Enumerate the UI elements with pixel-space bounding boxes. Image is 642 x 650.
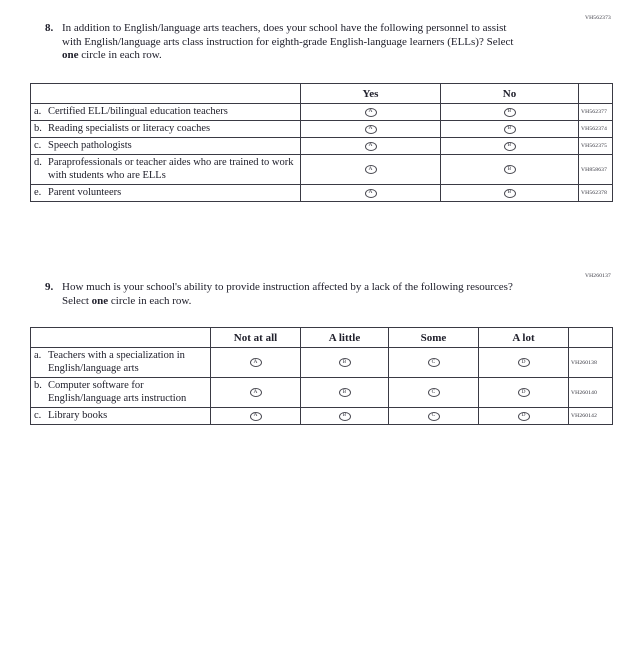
answer-circle-no[interactable] bbox=[504, 189, 516, 198]
answer-circle-yes[interactable] bbox=[365, 108, 377, 117]
row-label: Certified ELL/bilingual education teachers bbox=[48, 106, 228, 117]
circle-letter: D bbox=[521, 388, 526, 395]
row-label: Speech pathologists bbox=[48, 140, 132, 151]
circle-letter: B bbox=[507, 189, 512, 196]
answer-circle-a-lot[interactable] bbox=[518, 412, 530, 421]
q8-stub-header bbox=[31, 84, 301, 104]
circle-letter: B bbox=[507, 142, 512, 149]
variable-code: VH562378 bbox=[579, 185, 613, 202]
answer-circle-no[interactable] bbox=[504, 108, 516, 117]
question-8-text bbox=[62, 22, 525, 63]
circle-letter: A bbox=[368, 165, 373, 172]
circle-letter: A bbox=[253, 358, 258, 365]
q8-header-row bbox=[31, 84, 613, 104]
question-8-text-part1: In addition to English/language arts teachers, does your school have the following personnel to assist with English/language arts class instruction for eighth-grade English-language learners (ELLs)? Select bbox=[62, 22, 514, 48]
q9-column-header-a-little: A little bbox=[301, 328, 389, 348]
circle-letter: C bbox=[431, 388, 436, 395]
q9-stub-header bbox=[31, 328, 211, 348]
answer-circle-a-little[interactable] bbox=[339, 412, 351, 421]
question-9-number: 9. bbox=[45, 281, 54, 293]
circle-letter: B bbox=[507, 165, 512, 172]
row-label: Teachers with a specialization in English/language arts bbox=[48, 350, 185, 374]
row-label: Parent volunteers bbox=[48, 187, 122, 198]
table-row bbox=[31, 348, 613, 378]
answer-circle-a-little[interactable] bbox=[339, 358, 351, 367]
table-row bbox=[31, 138, 613, 155]
variable-code: VH562375 bbox=[579, 138, 613, 155]
table-row bbox=[31, 121, 613, 138]
question-9 bbox=[45, 281, 525, 308]
q9-code-header bbox=[569, 328, 613, 348]
answer-circle-not-at-all[interactable] bbox=[250, 358, 262, 367]
circle-letter: D bbox=[521, 412, 526, 419]
circle-letter: B bbox=[342, 358, 347, 365]
table-row bbox=[31, 185, 613, 202]
variable-code: VH562377 bbox=[579, 104, 613, 121]
circle-letter: A bbox=[368, 108, 373, 115]
answer-circle-some[interactable] bbox=[428, 358, 440, 367]
question-8-number: 8. bbox=[45, 22, 54, 34]
row-letter: c. bbox=[34, 140, 42, 151]
row-label: Computer software for English/language arts instruction bbox=[48, 380, 187, 404]
question-9-text-part1: How much is your school's ability to provide instruction affected by a lack of the following resources? Select bbox=[62, 281, 513, 307]
row-letter: e. bbox=[34, 187, 42, 198]
q8-response-table bbox=[30, 83, 613, 202]
row-letter: b. bbox=[34, 123, 42, 134]
circle-letter: B bbox=[507, 125, 512, 132]
answer-circle-a-lot[interactable] bbox=[518, 358, 530, 367]
q8-column-header-yes: Yes bbox=[301, 84, 441, 104]
circle-letter: B bbox=[342, 412, 347, 419]
answer-circle-a-little[interactable] bbox=[339, 388, 351, 397]
q9-column-header-some: Some bbox=[389, 328, 479, 348]
answer-circle-some[interactable] bbox=[428, 388, 440, 397]
answer-circle-no[interactable] bbox=[504, 142, 516, 151]
answer-circle-no[interactable] bbox=[504, 125, 516, 134]
table-row bbox=[31, 104, 613, 121]
answer-circle-yes[interactable] bbox=[365, 189, 377, 198]
row-letter: a. bbox=[34, 106, 42, 117]
q9-response-table bbox=[30, 327, 613, 425]
question-9-text bbox=[62, 281, 525, 308]
row-label: Reading specialists or literacy coaches bbox=[48, 123, 211, 134]
circle-letter: A bbox=[253, 412, 258, 419]
row-letter: c. bbox=[34, 410, 42, 421]
variable-code-q9: VH260137 bbox=[584, 273, 611, 279]
answer-circle-no[interactable] bbox=[504, 165, 516, 174]
variable-code-q8: VH562373 bbox=[584, 15, 611, 21]
answer-circle-a-lot[interactable] bbox=[518, 388, 530, 397]
answer-circle-some[interactable] bbox=[428, 412, 440, 421]
answer-circle-yes[interactable] bbox=[365, 165, 377, 174]
table-row bbox=[31, 408, 613, 425]
row-label: Paraprofessionals or teacher aides who are trained to work with students who are ELLs bbox=[48, 157, 294, 181]
circle-letter: D bbox=[521, 358, 526, 365]
circle-letter: C bbox=[431, 412, 436, 419]
question-8 bbox=[45, 22, 525, 63]
circle-letter: A bbox=[368, 189, 373, 196]
row-label: Library books bbox=[48, 410, 108, 421]
answer-circle-yes[interactable] bbox=[365, 125, 377, 134]
variable-code: VH858637 bbox=[579, 155, 613, 185]
row-letter: d. bbox=[34, 157, 42, 168]
row-letter: a. bbox=[34, 350, 42, 361]
q9-column-header-not-at-all: Not at all bbox=[211, 328, 301, 348]
q9-column-header-a-lot: A lot bbox=[479, 328, 569, 348]
q8-code-header bbox=[579, 84, 613, 104]
question-8-text-part2: circle in each row. bbox=[78, 49, 162, 61]
q8-column-header-no: No bbox=[441, 84, 579, 104]
question-8-text-bold: one bbox=[62, 49, 79, 61]
circle-letter: B bbox=[342, 388, 347, 395]
circle-letter: B bbox=[507, 108, 512, 115]
q9-header-row bbox=[31, 328, 613, 348]
row-letter: b. bbox=[34, 380, 42, 391]
table-row bbox=[31, 155, 613, 185]
variable-code: VH562374 bbox=[579, 121, 613, 138]
table-row bbox=[31, 378, 613, 408]
answer-circle-not-at-all[interactable] bbox=[250, 412, 262, 421]
variable-code: VH260140 bbox=[569, 378, 613, 408]
variable-code: VH260142 bbox=[569, 408, 613, 425]
question-9-text-bold: one bbox=[91, 294, 109, 307]
answer-circle-not-at-all[interactable] bbox=[250, 388, 262, 397]
circle-letter: C bbox=[431, 358, 436, 365]
circle-letter: A bbox=[368, 125, 373, 132]
circle-letter: A bbox=[253, 388, 258, 395]
variable-code: VH260138 bbox=[569, 348, 613, 378]
circle-letter: A bbox=[368, 142, 373, 149]
question-9-text-part2: circle in each row. bbox=[108, 294, 192, 307]
answer-circle-yes[interactable] bbox=[365, 142, 377, 151]
